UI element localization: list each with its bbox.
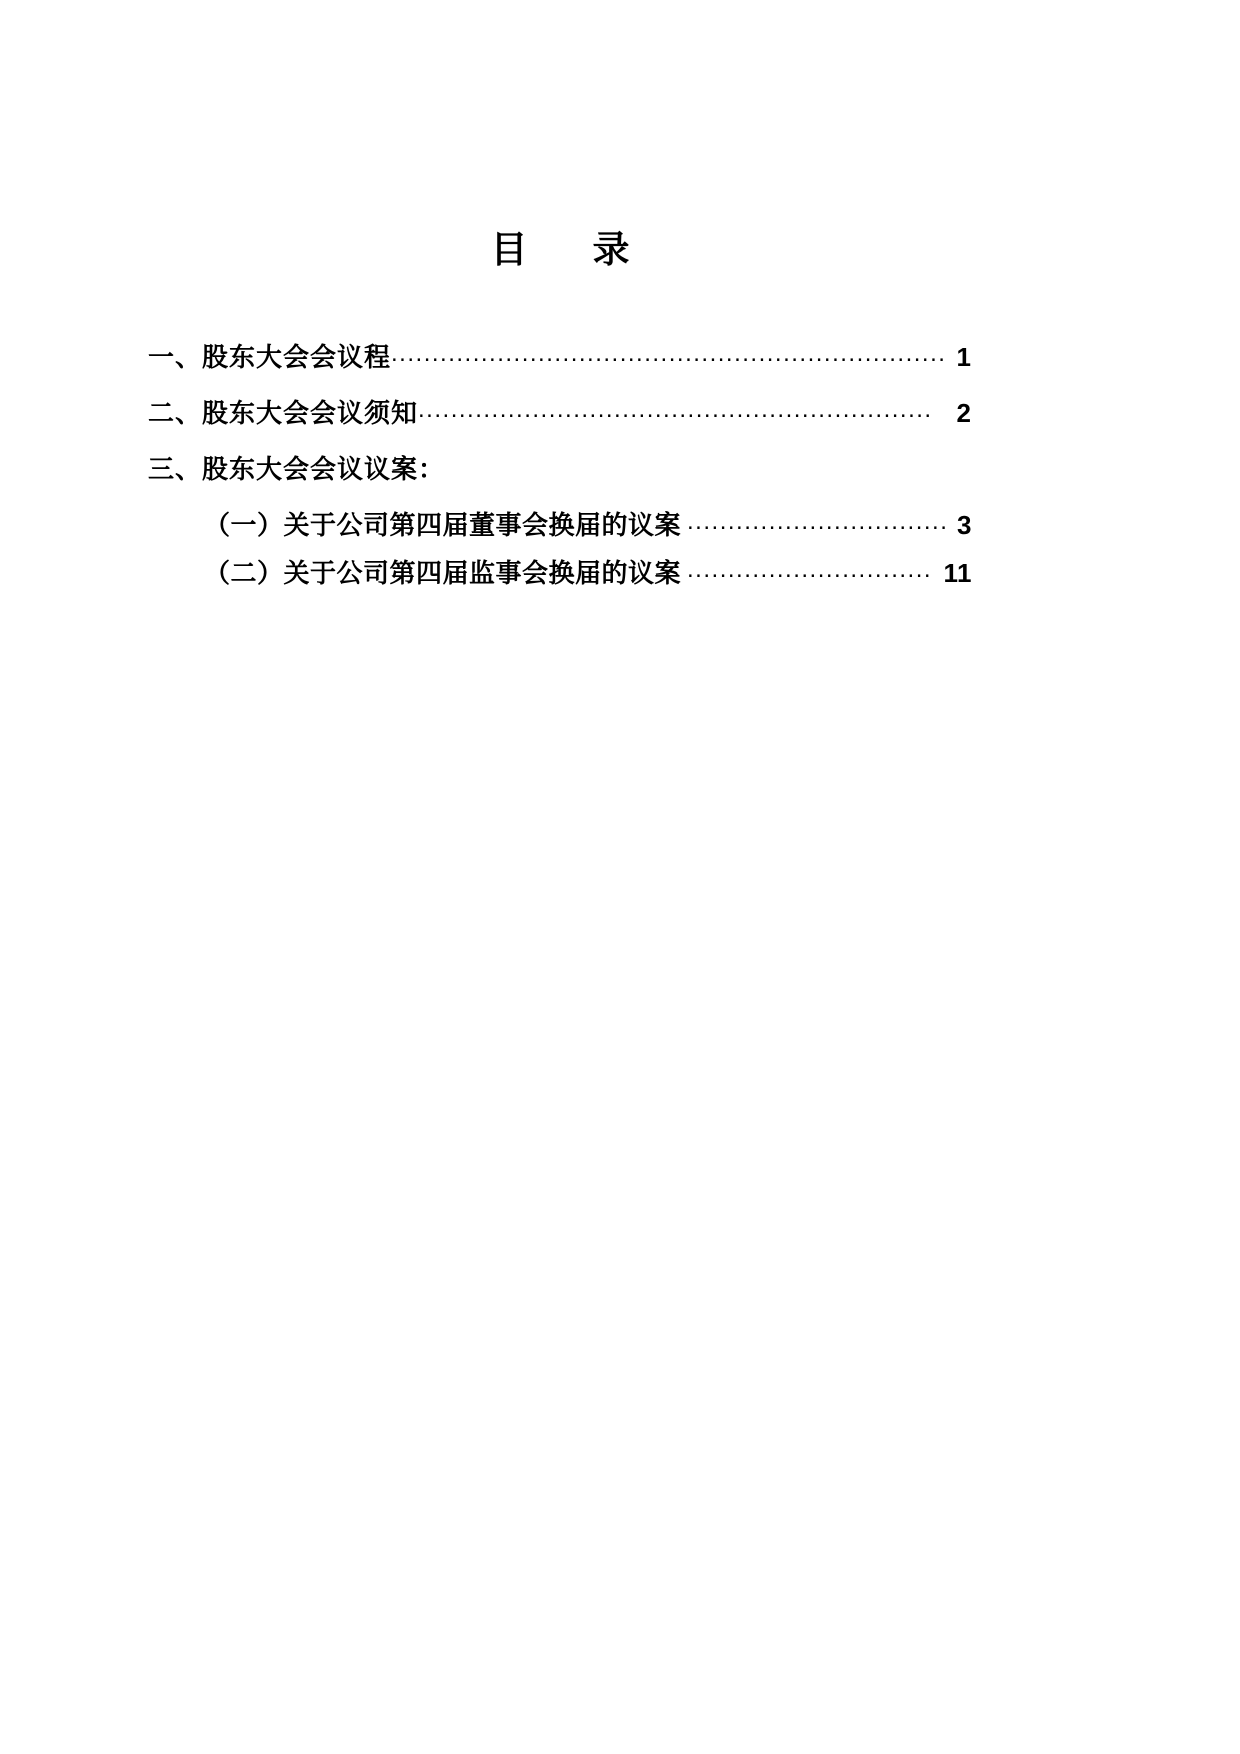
toc-entry-1[interactable]: [148, 342, 972, 373]
toc-entry-2[interactable]: [148, 398, 972, 429]
toc-leader-dots: ...............................................................: [418, 398, 933, 423]
toc-list: [148, 342, 972, 589]
toc-entry-3-2[interactable]: [148, 558, 972, 589]
toc-leader-dots: ....................................................................: [391, 342, 947, 367]
toc-entry-label: （二）关于公司第四届监事会换届的议案: [204, 558, 682, 589]
toc-leader-dots: ................................: [687, 510, 949, 535]
toc-entry-3[interactable]: [148, 454, 972, 485]
toc-entry-label: 二、股东大会会议须知: [148, 398, 419, 429]
toc-page-number: 1: [956, 342, 972, 373]
toc-page-number: 2: [956, 398, 972, 429]
toc-entry-label: 一、股东大会会议程: [148, 342, 392, 373]
toc-entry-label: （一）关于公司第四届董事会换届的议案: [204, 510, 682, 541]
page-title: 目 录: [490, 229, 644, 270]
toc-page-number: 3: [957, 510, 972, 541]
toc-leader-dots: ..............................: [687, 558, 933, 583]
toc-entry-label: 三、股东大会会议议案：: [148, 454, 446, 485]
toc-entry-3-1[interactable]: [148, 510, 972, 541]
toc-page-number: 11: [943, 558, 972, 589]
toc-container: [148, 228, 972, 608]
